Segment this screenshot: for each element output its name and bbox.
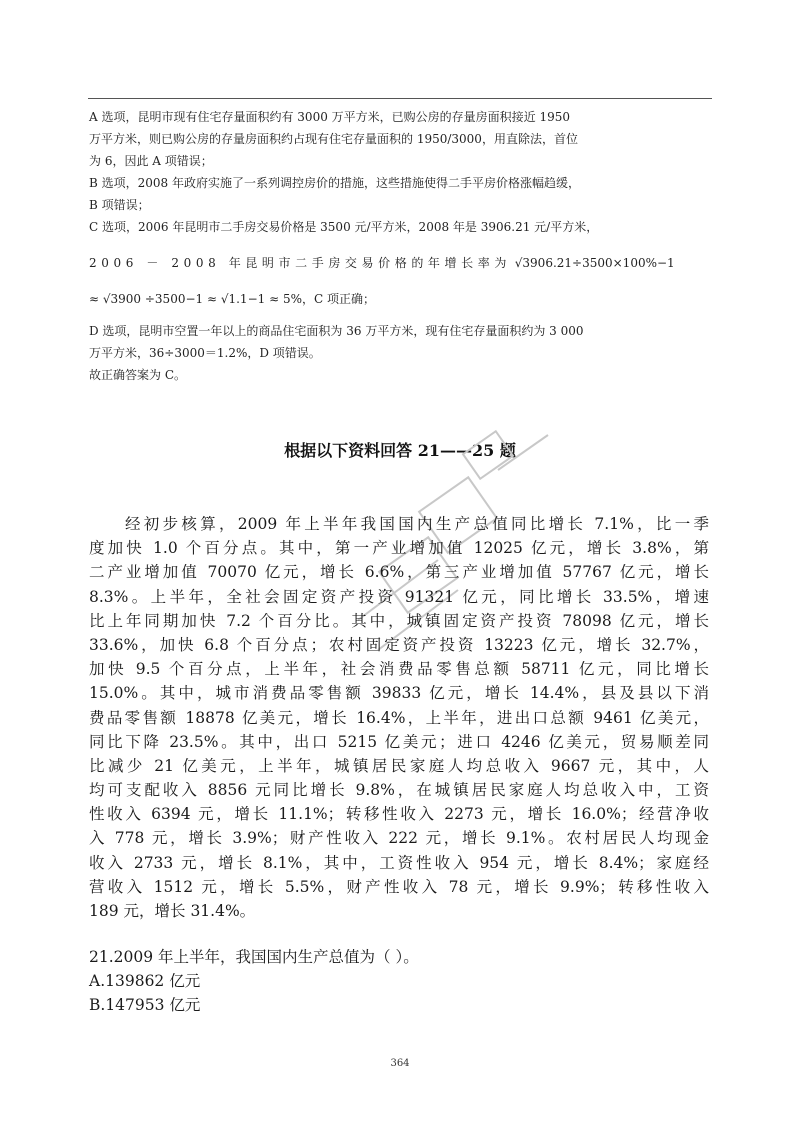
passage-line: 二产业增加值 70070 亿元，增长 6.6%，第三产业增加值 57767 亿元，增长	[89, 563, 709, 582]
passage-line: 费品零售额 18878 亿美元，增长 16.4%，上半年，进出口总额 9461 亿美元，	[89, 708, 709, 727]
option-d-analysis-line: 万平方米，36÷3000＝1.2%，D 项错误。	[89, 346, 321, 360]
option-a-analysis-line: 为 6，因此 A 项错误；	[89, 154, 213, 168]
passage-line: 加快 9.5 个百分点，上半年，社会消费品零售总额 58711 亿元，同比增长	[89, 660, 709, 679]
option-b-analysis-line: B 选项，2008 年政府实施了一系列调控房价的措施，这些措施使得二手平房价格涨幅趋缓，	[89, 176, 580, 190]
section-heading: 根据以下资料回答 21——25 题	[284, 441, 516, 460]
passage-line: 比上年同期加快 7.2 个百分比。其中，城镇固定资产投资 78098 亿元，增长	[89, 611, 709, 630]
passage-line: 收入 2733 元，增长 8.1%，其中，工资性收入 954 元，增长 8.4%；家庭经	[89, 853, 709, 872]
passage-line: 15.0%。其中，城市消费品零售额 39833 亿元，增长 14.4%，县及县以下消	[89, 684, 709, 703]
passage-line: 营收入 1512 元，增长 5.5%，财产性收入 78 元，增长 9.9%；转移性收入	[89, 877, 709, 896]
question-stem: 21.2009 年上半年，我国国内生产总值为（ ）。	[89, 948, 419, 966]
option-a: A.139862 亿元	[89, 972, 201, 990]
option-c-growth-rate-line	[89, 248, 709, 278]
passage-line: 入 778 元，增长 3.9%；财产性收入 222 元，增长 9.1%。农村居民人均现金	[89, 829, 709, 848]
growth-rate-formula: √3906.21÷3500×100%−1	[514, 256, 675, 270]
passage-line: 同比下降 23.5%。其中，出口 5215 亿美元；进口 4246 亿美元，贸易顺差同	[89, 732, 709, 751]
passage-line: 经初步核算，2009 年上半年我国国内生产总值同比增长 7.1%，比一季	[125, 515, 709, 533]
option-b-analysis-line: B 项错误；	[89, 198, 150, 212]
answer-analysis	[89, 106, 709, 386]
passage-line: 33.6%，加快 6.8 个百分点；农村固定资产投资 13223 亿元，增长 32.7%，	[89, 635, 709, 654]
passage-line: 均可支配收入 8856 元同比增长 9.8%，在城镇居民家庭人均总收入中，工资	[89, 781, 709, 800]
header-rule	[88, 98, 712, 99]
answer-conclusion: 故正确答案为 C。	[89, 368, 186, 382]
passage-line: 度加快 1.0 个百分点。其中，第一产业增加值 12025 亿元，增长 3.8%，第	[89, 539, 709, 558]
growth-rate-text: 2006 － 2008 年昆明市二手房交易价格的年增长率为	[89, 256, 511, 270]
option-d-analysis-line: D 选项，昆明市空置一年以上的商品住宅面积为 36 万平方米，现有住宅存量面积约为 3 000	[89, 324, 584, 338]
question-21	[89, 945, 419, 1017]
option-a-analysis-line: 万平方米，则已购公房的存量房面积约占现有住宅存量面积的 1950/3000，用直除法，首位	[89, 132, 578, 146]
passage-line: 189 元，增长 31.4%。	[89, 902, 256, 920]
page-number: 364	[390, 1058, 410, 1069]
passage-line: 8.3%。上半年，全社会固定资产投资 91321 亿元，同比增长 33.5%，增速	[89, 587, 709, 606]
option-c-approximation-line: ≈ √3900 ÷3500−1 ≈ √1.1−1 ≈ 5%，C 项正确；	[89, 292, 375, 306]
passage-line: 性收入 6394 元，增长 11.1%；转移性收入 2273 元，增长 16.0%；经营净收	[89, 805, 709, 824]
option-c-analysis-line: C 选项，2006 年昆明市二手房交易价格是 3500 元/平方米，2008 年是 3906.21 元/平方米，	[89, 220, 599, 234]
data-passage	[89, 512, 709, 923]
option-a-analysis-line: A 选项，昆明市现有住宅存量面积约有 3000 万平方米，已购公房的存量房面积接近 1950	[89, 110, 571, 124]
option-b: B.147953 亿元	[89, 996, 201, 1014]
passage-line: 比减少 21 亿美元，上半年，城镇居民家庭人均总收入 9667 元，其中，人	[89, 756, 709, 775]
